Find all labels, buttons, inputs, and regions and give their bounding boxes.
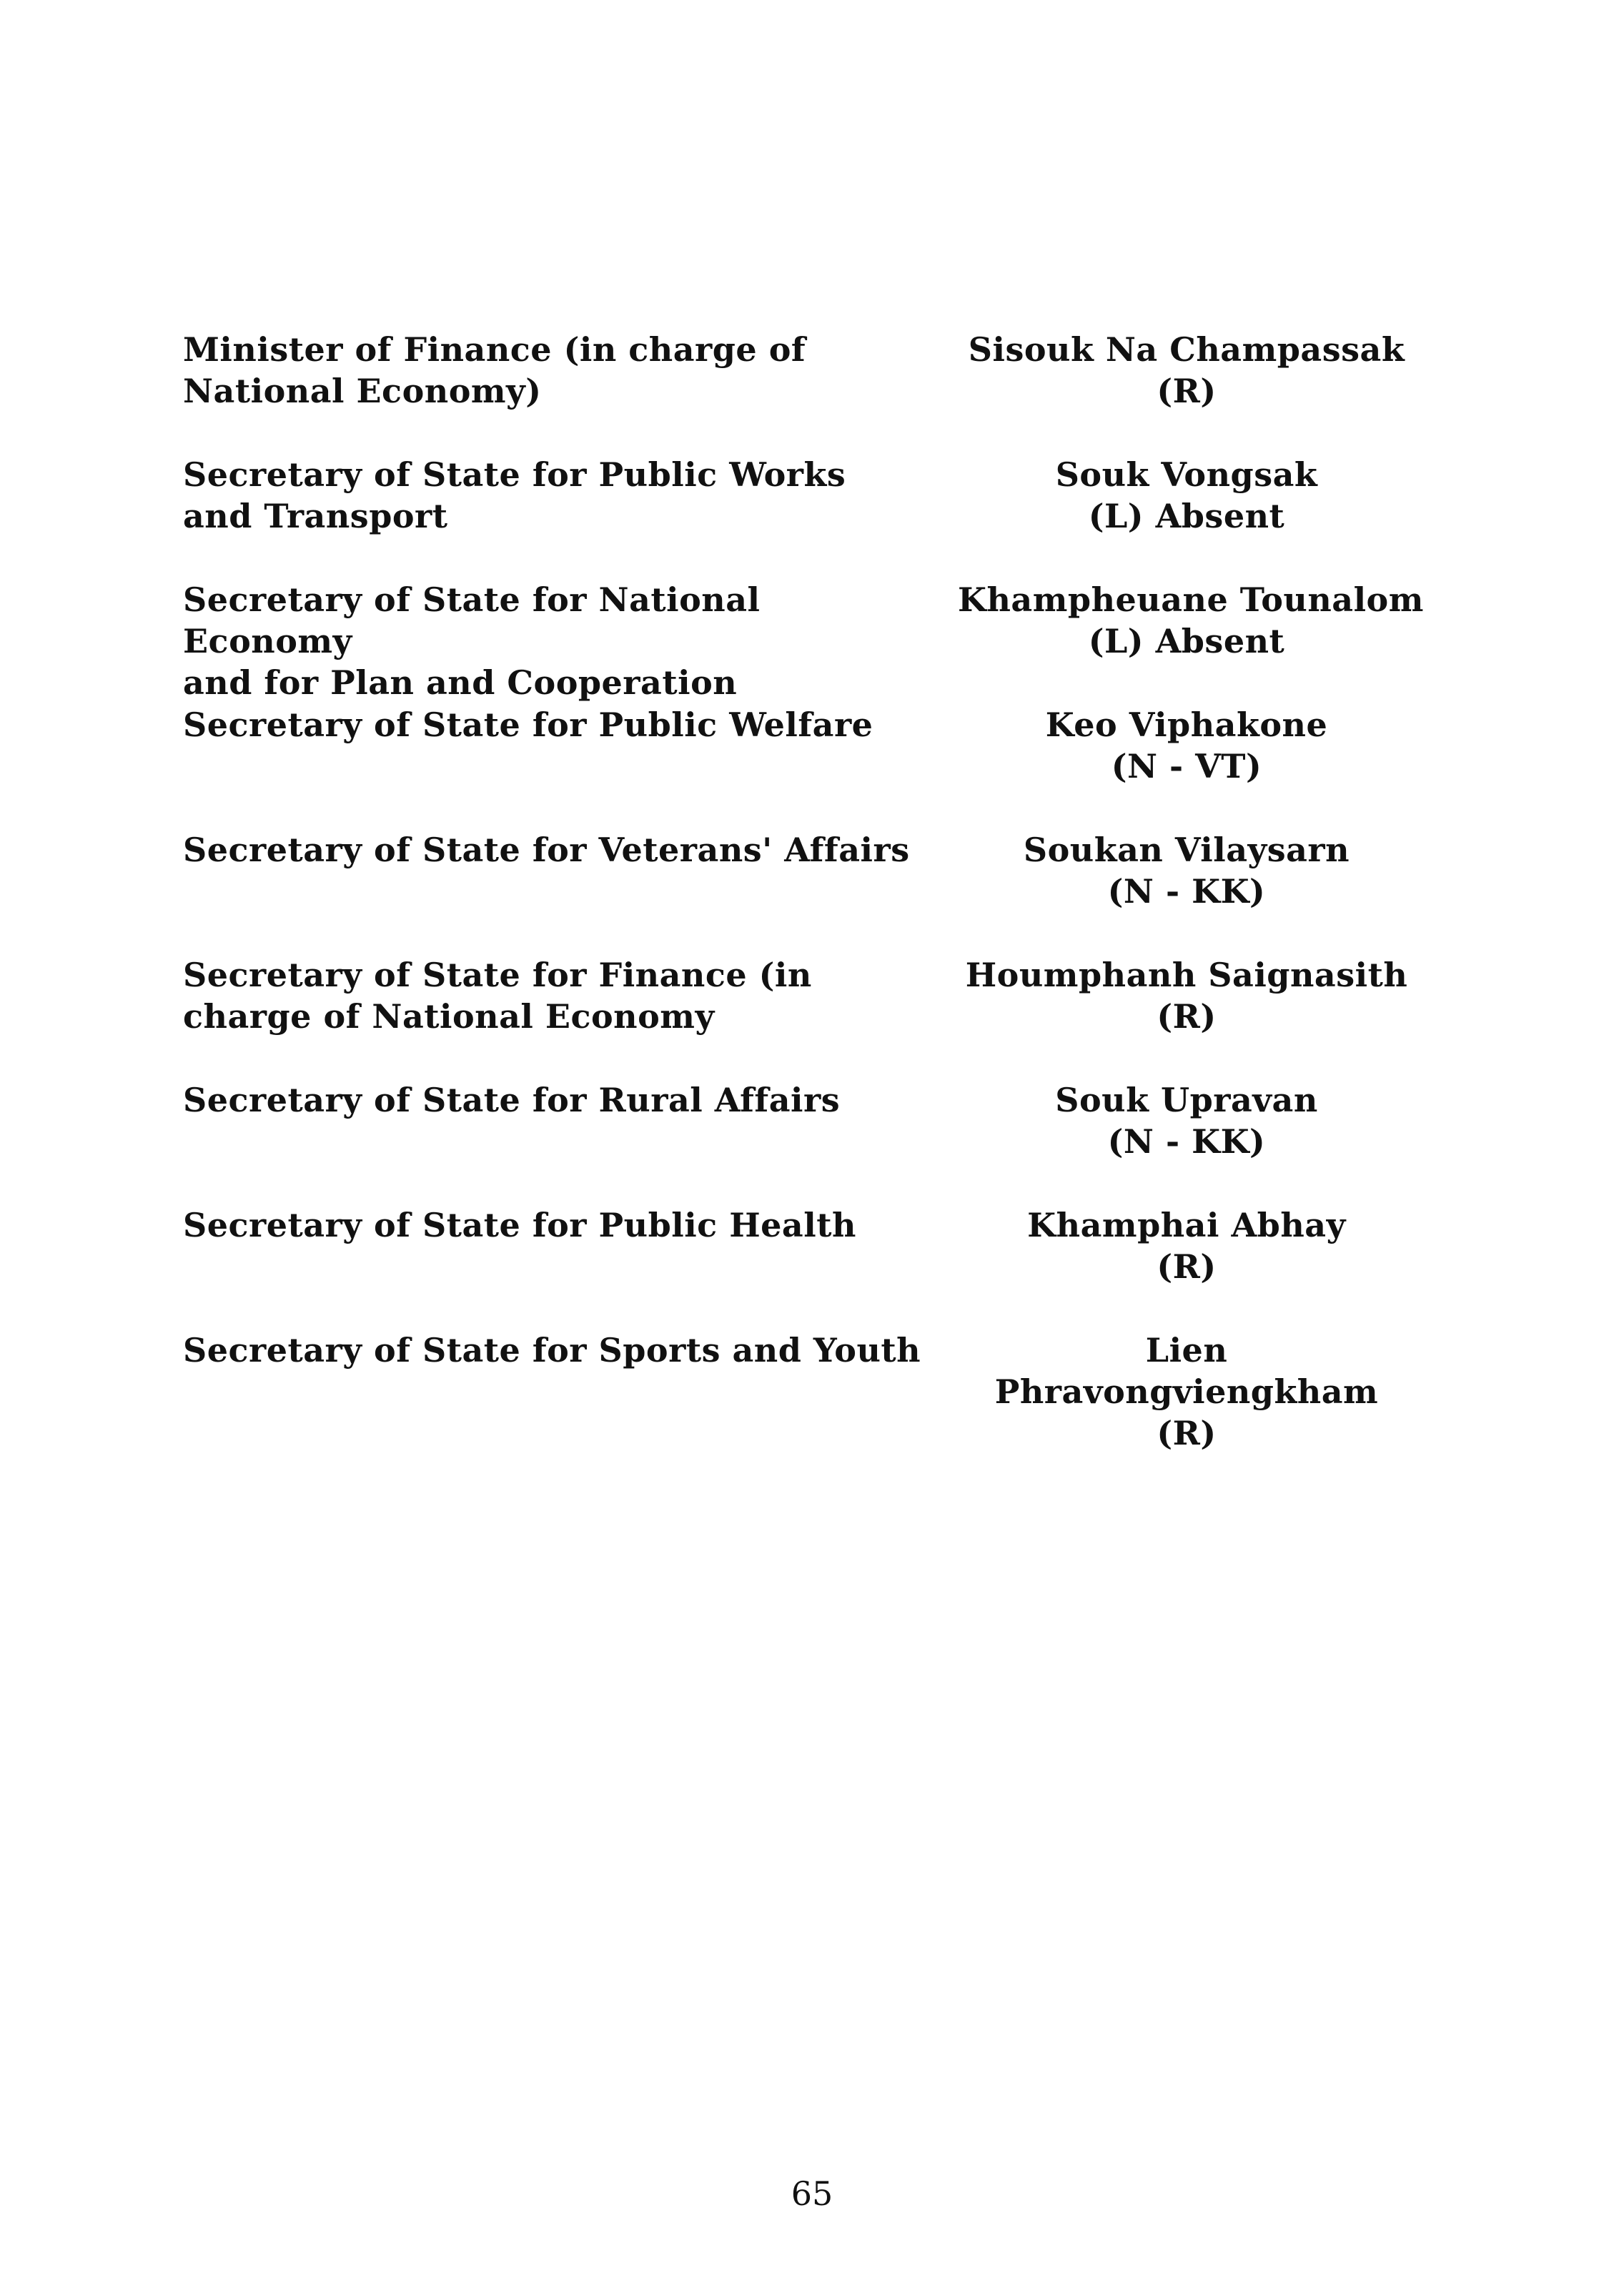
- post-title: Secretary of State for Finance (in charge of National Economy: [183, 956, 812, 1036]
- post-title: Secretary of State for Public Health: [183, 1206, 856, 1244]
- office-holder: [958, 454, 1415, 537]
- post-title: Minister of Finance (in charge of National Economy): [183, 330, 806, 410]
- holder-note: (R): [1157, 1414, 1217, 1452]
- holder-name: Lien Phravongviengkham: [994, 1331, 1379, 1411]
- post-title: Secretary of State for Veterans' Affairs: [183, 831, 910, 869]
- post-title: Secretary of State for National Economy and for Plan and Cooperation: [183, 580, 761, 702]
- holder-note: (R): [1157, 372, 1217, 410]
- office-holder: [958, 1329, 1415, 1454]
- office-holder: [958, 579, 1424, 662]
- office-holder: [958, 704, 1415, 787]
- holder-name: Keo Viphakone: [1045, 705, 1328, 744]
- holder-name: Houmphanh Saignasith: [965, 956, 1408, 994]
- holder-name: Soukan Vilaysarn: [1023, 831, 1350, 869]
- holder-name: Khamphai Abhay: [1027, 1206, 1346, 1244]
- holder-note: (N - VT): [1111, 747, 1262, 786]
- office-holder: [958, 1079, 1415, 1162]
- holder-note: (N - KK): [1107, 872, 1266, 911]
- office-holder: [958, 1204, 1415, 1287]
- holder-note: (L) Absent: [1088, 622, 1285, 660]
- office-holder: [958, 329, 1415, 412]
- page-number: 65: [791, 2174, 833, 2213]
- post-title: Secretary of State for Public Welfare: [183, 705, 873, 744]
- holder-note: (R): [1157, 1247, 1217, 1286]
- holder-name: Souk Upravan: [1055, 1081, 1318, 1119]
- post-title: Secretary of State for Public Works and Transport: [183, 455, 846, 535]
- holder-name: Sisouk Na Champassak: [968, 330, 1405, 369]
- holder-name: Souk Vongsak: [1055, 455, 1318, 494]
- holder-note: (N - KK): [1107, 1122, 1266, 1161]
- office-holder: [958, 954, 1415, 1037]
- holder-name: Khampheuane Tounalom: [958, 580, 1424, 619]
- holder-note: (L) Absent: [1088, 497, 1285, 535]
- post-title: Secretary of State for Rural Affairs: [183, 1081, 841, 1119]
- office-holder: [958, 829, 1415, 912]
- post-title: Secretary of State for Sports and Youth: [183, 1331, 921, 1370]
- holder-note: (R): [1157, 997, 1217, 1036]
